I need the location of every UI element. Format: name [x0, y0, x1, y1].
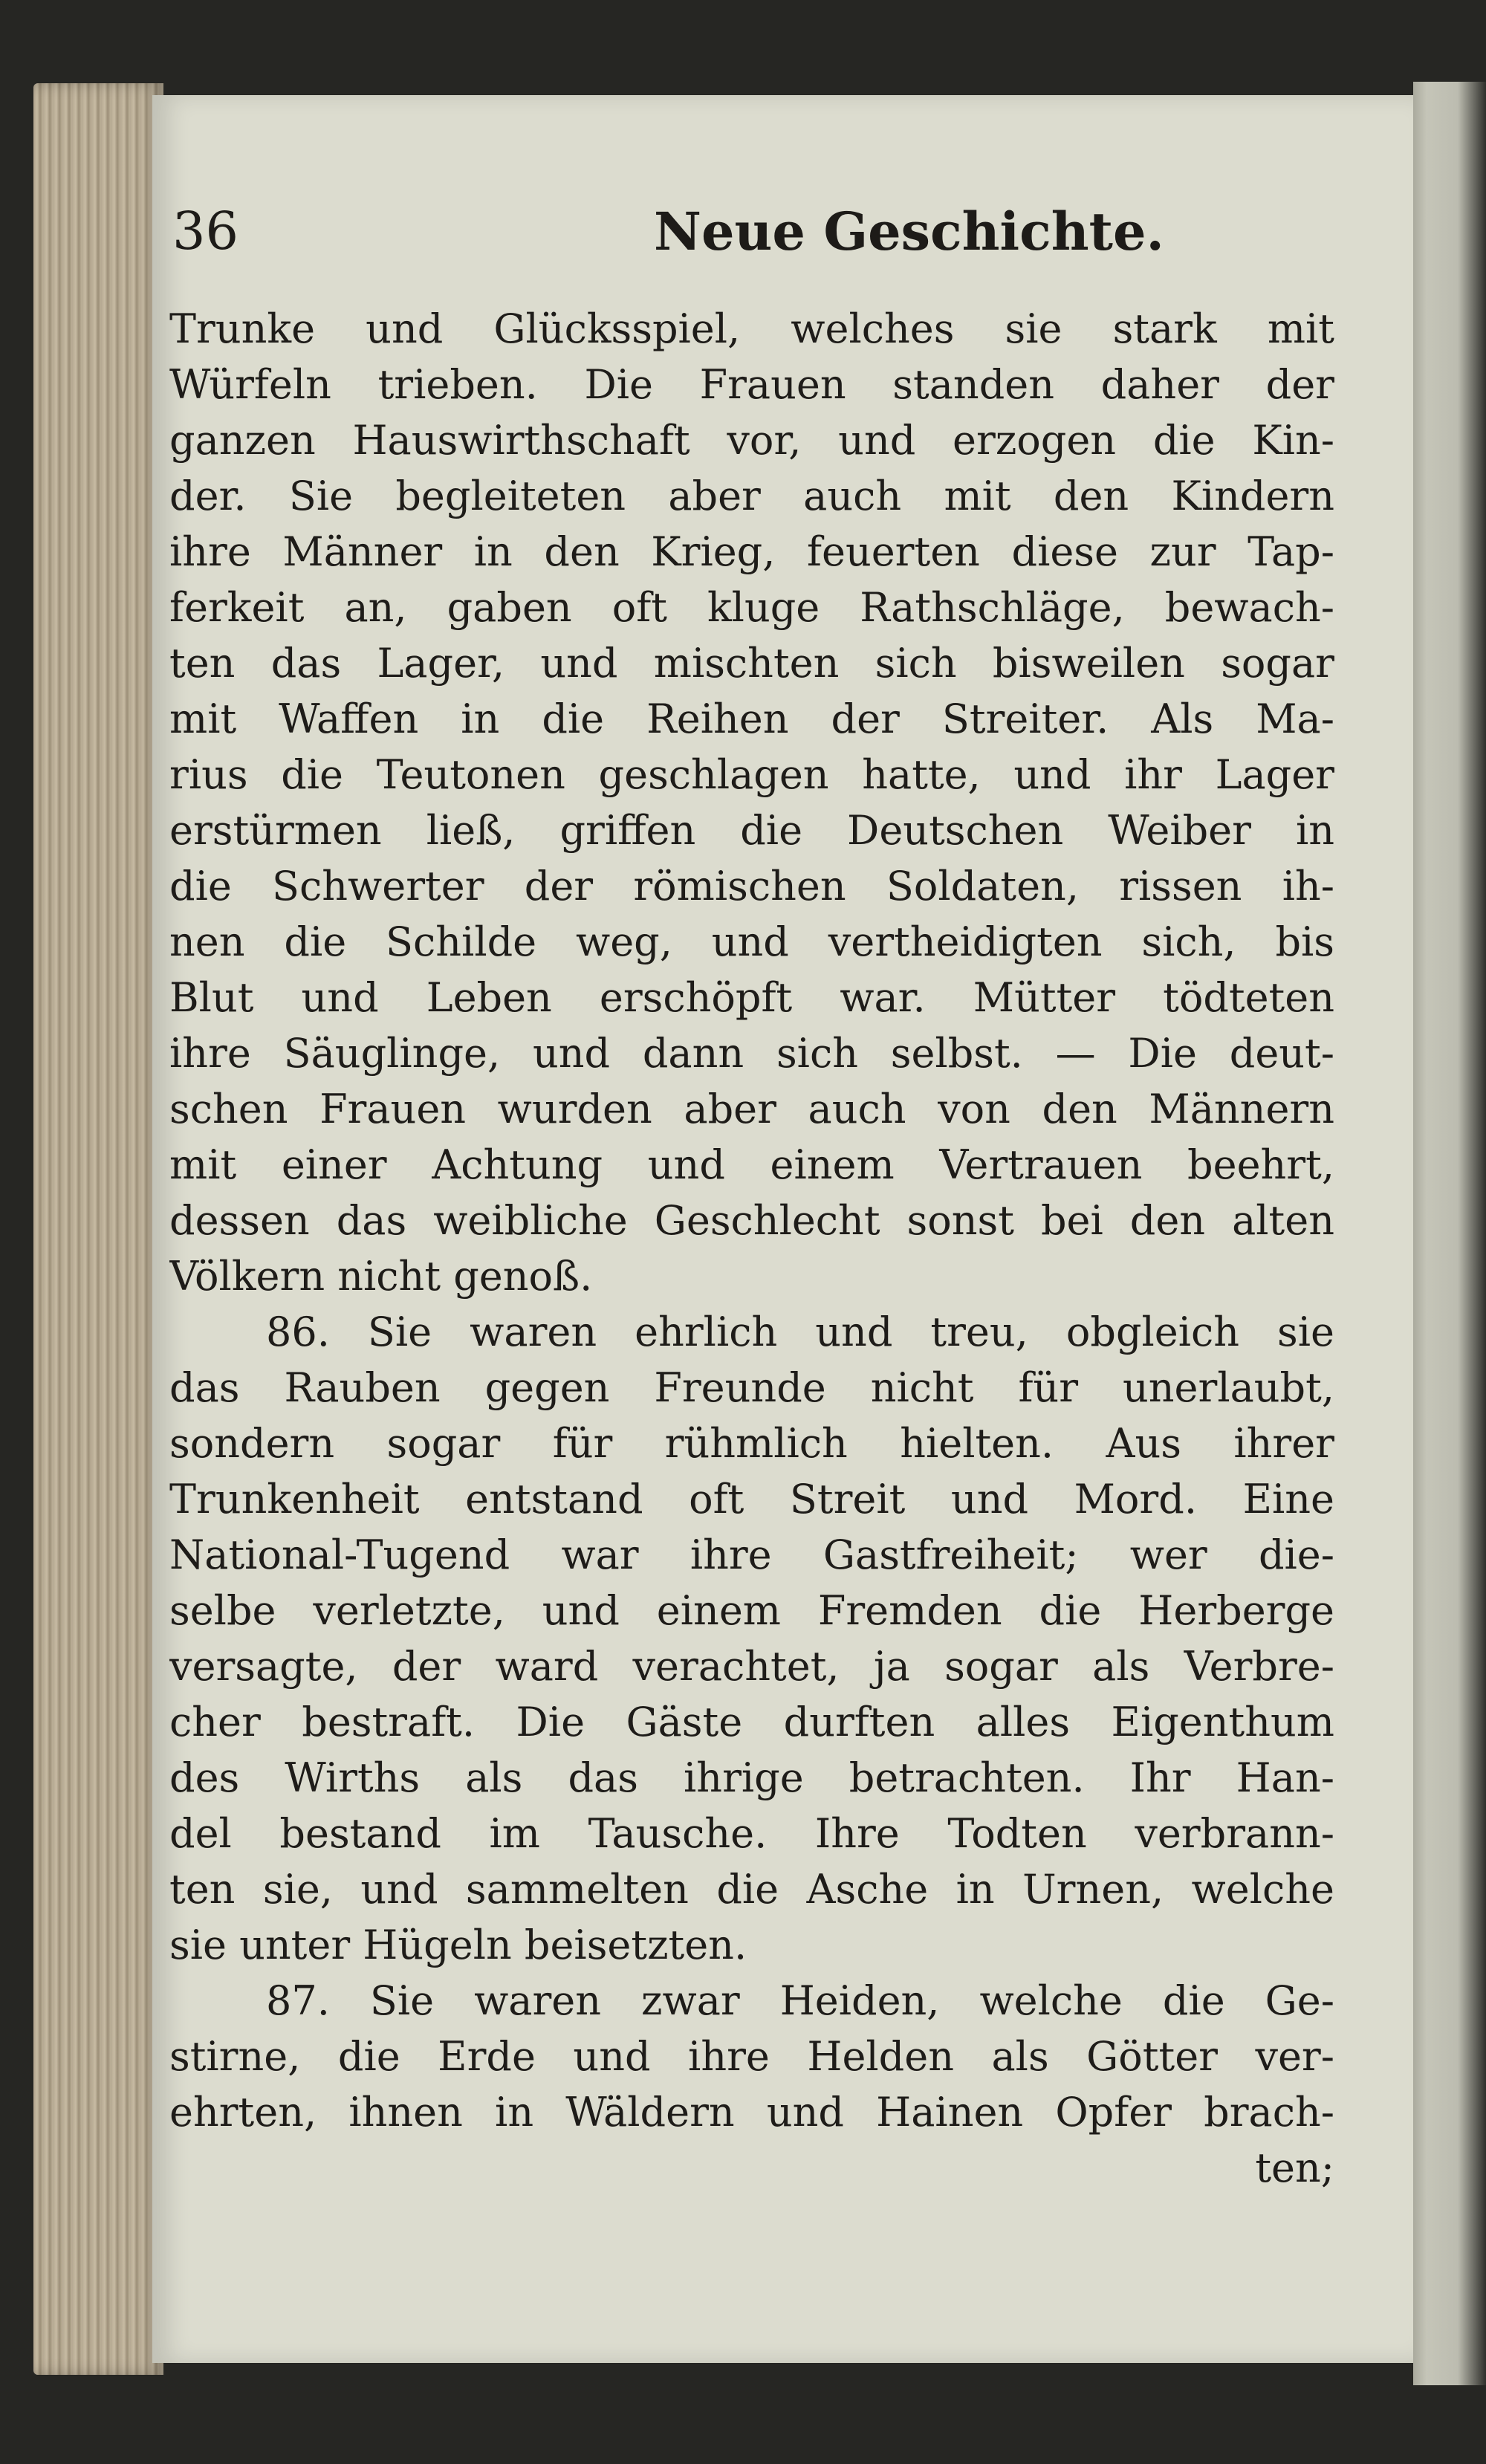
text-line: sie unter Hügeln beisetzten.: [169, 1922, 747, 1968]
text-line: sondern sogar für rühmlich hielten. Aus ihrer: [169, 1420, 1334, 1467]
text-line: Trunkenheit entstand oft Streit und Mord. Eine: [169, 1476, 1334, 1523]
text-line: das Rauben gegen Freunde nicht für unerlaubt,: [169, 1364, 1334, 1411]
text-line: Trunke und Glücksspiel, welches sie stark mit: [169, 305, 1334, 352]
text-line: Blut und Leben erschöpft war. Mütter tödteten: [169, 974, 1334, 1021]
text-line: mit Waffen in die Reihen der Streiter. Als Ma-: [169, 696, 1334, 742]
text-line: stirne, die Erde und ihre Helden als Götter ver-: [169, 2033, 1334, 2080]
paragraph-86-start: 86. Sie waren ehrlich und treu, obgleich sie: [266, 1309, 1334, 1355]
text-line: ten sie, und sammelten die Asche in Urnen, welche: [169, 1866, 1334, 1913]
text-line: del bestand im Tausche. Ihre Todten verbrann-: [169, 1810, 1334, 1857]
text-line: ehrten, ihnen in Wäldern und Hainen Opfer brach-: [169, 2089, 1334, 2136]
running-title: Neue Geschichte.: [654, 201, 1164, 262]
text-line: erstürmen ließ, griffen die Deutschen Weiber in: [169, 807, 1334, 854]
text-line: dessen das weibliche Geschlecht sonst bei den alten: [169, 1197, 1334, 1244]
text-line: National-Tugend war ihre Gastfreiheit; wer die-: [169, 1531, 1334, 1578]
text-line: nen die Schilde weg, und vertheidigten sich, bis: [169, 918, 1334, 965]
text-line: rius die Teutonen geschlagen hatte, und ihr Lager: [169, 751, 1334, 798]
text-line: Würfeln trieben. Die Frauen standen daher der: [169, 361, 1334, 408]
text-line: ihre Säuglinge, und dann sich selbst. — Die deut-: [169, 1030, 1334, 1077]
header: [0, 201, 1486, 282]
text-line: der. Sie begleiteten aber auch mit den Kindern: [169, 473, 1334, 519]
text-line: die Schwerter der römischen Soldaten, rissen ih-: [169, 863, 1334, 910]
text-line: selbe verletzte, und einem Fremden die Herberge: [169, 1587, 1334, 1634]
body-text: [169, 301, 1334, 2196]
text-line: ihre Männer in den Krieg, feuerten diese zur Tap-: [169, 528, 1334, 575]
text-line: ganzen Hauswirthschaft vor, und erzogen die Kin-: [169, 417, 1334, 464]
text-line: ferkeit an, gaben oft kluge Rathschläge, bewach-: [169, 584, 1334, 631]
text-line: cher bestraft. Die Gäste durften alles Eigenthum: [169, 1699, 1334, 1745]
paragraph-87-start: 87. Sie waren zwar Heiden, welche die Ge-: [266, 1977, 1334, 2024]
text-line: schen Frauen wurden aber auch von den Männern: [169, 1086, 1334, 1132]
text-line: ten das Lager, und mischten sich bisweilen sogar: [169, 640, 1334, 687]
text-line: versagte, der ward verachtet, ja sogar als Verbre-: [169, 1643, 1334, 1690]
text-line: Völkern nicht genoß.: [169, 1253, 593, 1300]
text-line: des Wirths als das ihrige betrachten. Ihr Han-: [169, 1754, 1334, 1801]
catchword: ten;: [1255, 2144, 1334, 2191]
text-line: mit einer Achtung und einem Vertrauen beehrt,: [169, 1141, 1334, 1188]
page-number: 36: [172, 201, 239, 262]
